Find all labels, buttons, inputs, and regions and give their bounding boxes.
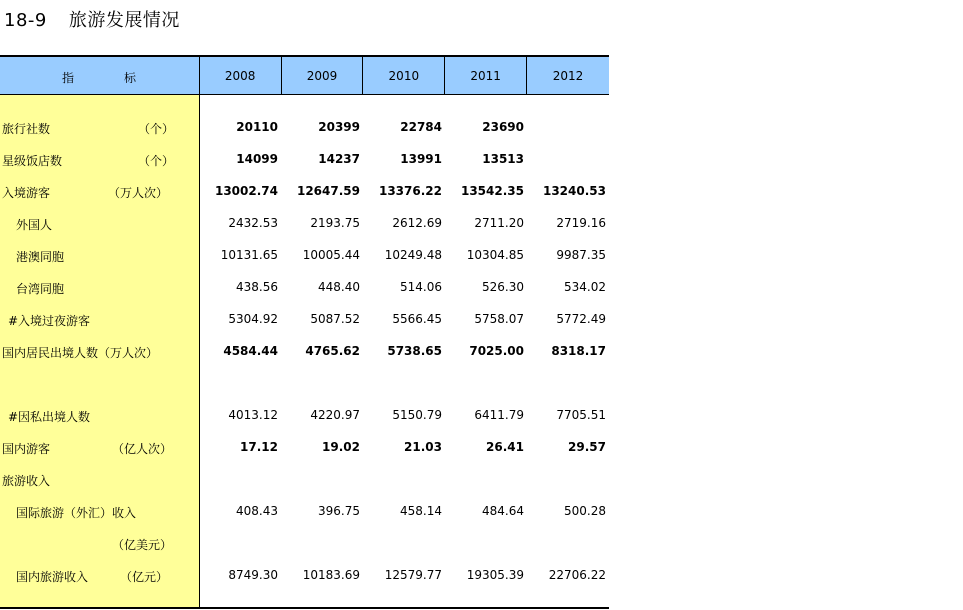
cell-value: 534.02 <box>564 280 606 294</box>
cell-value: 4765.62 <box>305 344 360 358</box>
table-row <box>0 527 609 559</box>
cell-value: 500.28 <box>564 504 606 518</box>
header-year: 2012 <box>552 68 584 83</box>
cell-value: 29.57 <box>568 440 606 454</box>
cell-value: 7025.00 <box>469 344 524 358</box>
cell-value: 13542.35 <box>460 184 524 198</box>
row-label: 台湾同胞 <box>16 282 65 296</box>
cell-value: 12647.59 <box>296 184 360 198</box>
cell-value: 19305.39 <box>466 568 524 582</box>
cell-value: 13991 <box>400 152 442 166</box>
table-row <box>0 431 609 463</box>
table-row <box>0 335 609 367</box>
cell-value: 458.14 <box>400 504 442 518</box>
cell-value: 10005.44 <box>302 248 360 262</box>
cell-value: 8749.30 <box>228 568 278 582</box>
cell-value: 13513 <box>482 152 524 166</box>
cell-value: 2711.20 <box>474 216 524 230</box>
table-number: 18-9 <box>4 10 47 31</box>
header-indicator-part1: 指 <box>62 71 75 85</box>
cell-value: 10183.69 <box>302 568 360 582</box>
cell-value: 10131.65 <box>220 248 278 262</box>
cell-value: 22706.22 <box>548 568 606 582</box>
table-row <box>0 175 609 207</box>
cell-value: 17.12 <box>240 440 278 454</box>
cell-value: 408.43 <box>236 504 278 518</box>
row-label: 旅行社数 <box>2 122 51 136</box>
row-label: 外国人 <box>16 218 53 232</box>
cell-value: 484.64 <box>482 504 524 518</box>
cell-value: 5150.79 <box>392 408 442 422</box>
cell-value: 8318.17 <box>551 344 606 358</box>
row-label: 国内居民出境人数（万人次） <box>2 346 159 360</box>
cell-value: 448.40 <box>318 280 360 294</box>
cell-value: 14237 <box>318 152 360 166</box>
cell-value: 10249.48 <box>384 248 442 262</box>
table-row <box>0 239 609 271</box>
table-row <box>0 559 609 591</box>
row-label: 星级饭店数 <box>2 154 63 168</box>
cell-value: 23690 <box>482 120 524 134</box>
row-label: 旅游收入 <box>2 474 51 488</box>
table-row <box>0 271 609 303</box>
cell-value: 4584.44 <box>223 344 278 358</box>
cell-value: 5772.49 <box>556 312 606 326</box>
cell-value: 5758.07 <box>474 312 524 326</box>
cell-value: 5566.45 <box>392 312 442 326</box>
row-unit: （亿人次） <box>112 442 173 456</box>
cell-value: 2193.75 <box>310 216 360 230</box>
cell-value: 6411.79 <box>474 408 524 422</box>
cell-value: 20110 <box>236 120 278 134</box>
row-unit: （亿美元） <box>112 538 173 552</box>
row-label: #入境过夜游客 <box>8 314 91 328</box>
table-row <box>0 495 609 527</box>
row-label: 国内游客 <box>2 442 51 456</box>
cell-value: 20399 <box>318 120 360 134</box>
header-indicator <box>0 57 200 94</box>
row-label: #因私出境人数 <box>8 410 91 424</box>
header-year: 2010 <box>363 57 445 94</box>
cell-value: 2612.69 <box>392 216 442 230</box>
cell-value: 9987.35 <box>556 248 606 262</box>
cell-value: 2432.53 <box>228 216 278 230</box>
table-row <box>0 207 609 239</box>
cell-value: 12579.77 <box>384 568 442 582</box>
cell-value: 19.02 <box>322 440 360 454</box>
row-label: 港澳同胞 <box>16 250 65 264</box>
header-indicator-part2: 标 <box>124 71 137 85</box>
page-title <box>4 6 180 32</box>
cell-value: 396.75 <box>318 504 360 518</box>
cell-value: 13002.74 <box>214 184 278 198</box>
cell-value: 514.06 <box>400 280 442 294</box>
table-body <box>0 95 609 608</box>
header-year: 2009 <box>282 57 364 94</box>
table-row <box>0 143 609 175</box>
cell-value: 4013.12 <box>228 408 278 422</box>
row-unit: （亿元） <box>120 570 169 584</box>
cell-value: 5738.65 <box>387 344 442 358</box>
cell-value: 526.30 <box>482 280 524 294</box>
cell-value: 13240.53 <box>542 184 606 198</box>
table-row <box>0 303 609 335</box>
cell-value: 14099 <box>236 152 278 166</box>
table-header <box>0 57 609 95</box>
bottom-rule <box>0 607 609 609</box>
cell-value: 4220.97 <box>310 408 360 422</box>
cell-value: 7705.51 <box>556 408 606 422</box>
cell-value: 5087.52 <box>310 312 360 326</box>
table-title: 旅游发展情况 <box>68 10 180 31</box>
table-row <box>0 399 609 431</box>
cell-value: 22784 <box>400 120 442 134</box>
row-unit: （个） <box>138 154 175 168</box>
row-label: 国内旅游收入 <box>16 570 89 584</box>
header-year: 2008 <box>200 57 282 94</box>
row-unit: （万人次） <box>108 186 169 200</box>
cell-value: 10304.85 <box>466 248 524 262</box>
header-year: 2011 <box>445 57 527 94</box>
row-unit: （个） <box>138 122 175 136</box>
cell-value: 2719.16 <box>556 216 606 230</box>
cell-value: 21.03 <box>404 440 442 454</box>
cell-value: 13376.22 <box>378 184 442 198</box>
cell-value: 5304.92 <box>228 312 278 326</box>
cell-value: 438.56 <box>236 280 278 294</box>
row-label: 入境游客 <box>2 186 51 200</box>
row-label: 国际旅游（外汇）收入 <box>16 506 137 520</box>
table-row <box>0 463 609 495</box>
cell-value: 26.41 <box>486 440 524 454</box>
table-row <box>0 111 609 143</box>
